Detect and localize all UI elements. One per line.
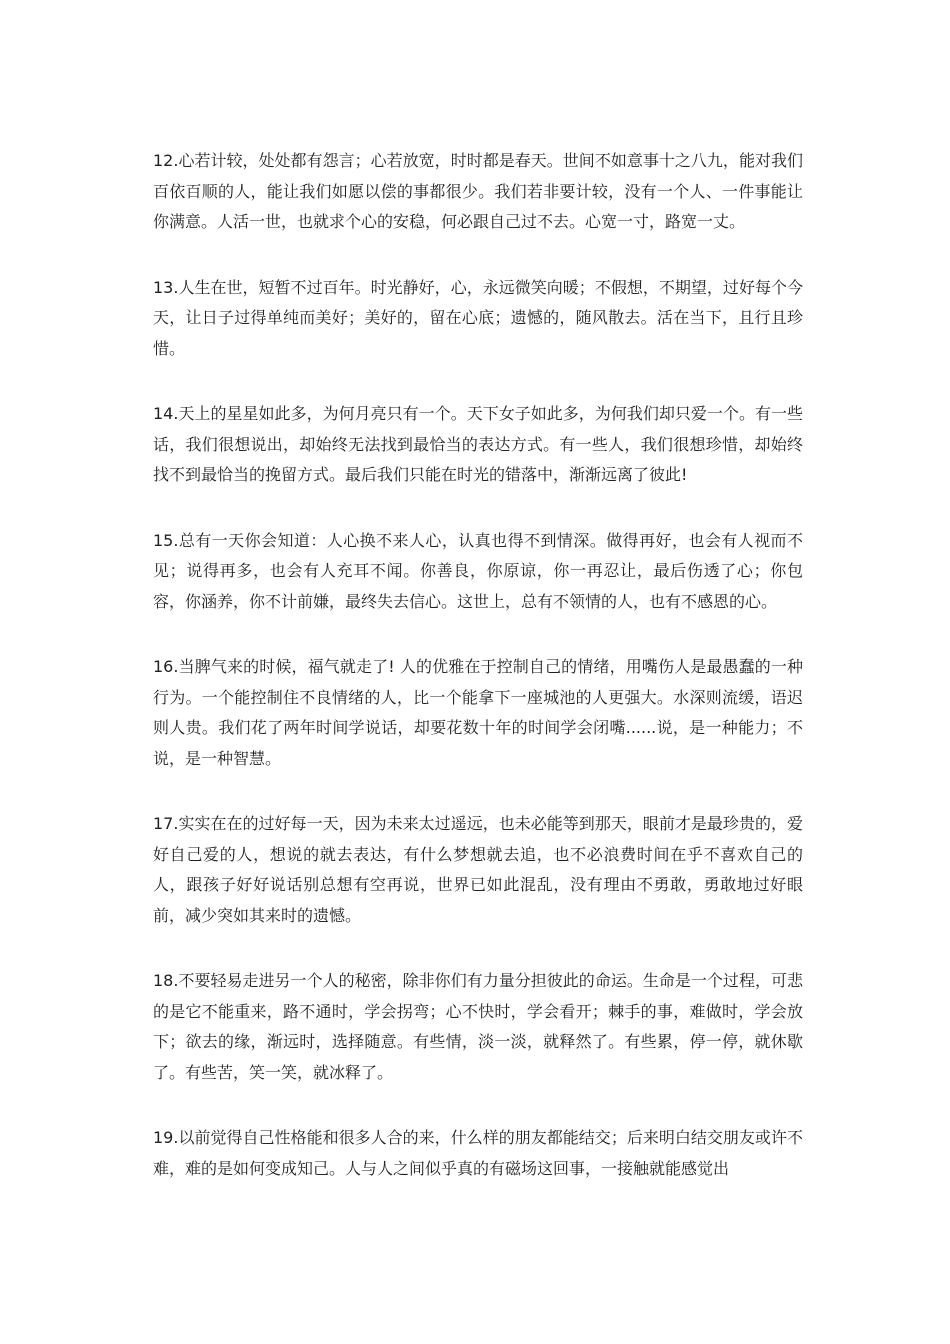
paragraph-16: 16.当脾气来的时候，福气就走了! 人的优雅在于控制自己的情绪，用嘴伤人是最愚蠢的一种行为。一个能控制住不良情绪的人，比一个能拿下一座城池的人更强大。水深则流缓，语迟则人贵。我们花了两年时间学说话，却要花数十年的时间学会闭嘴......说，是一种能力；不说，是一种智慧。: [153, 657, 803, 768]
paragraph-15: 15.总有一天你会知道：人心换不来人心，认真也得不到情深。做得再好，也会有人视而不见；说得再多，也会有人充耳不闻。你善良，你原谅，你一再忍让，最后伤透了心；你包容，你涵养，你不计前嫌，最终失去信心。这世上，总有不领情的人，也有不感恩的心。: [153, 530, 803, 611]
paragraph-13: 13.人生在世，短暂不过百年。时光静好，心，永远微笑向暖；不假想，不期望，过好每个今天，让日子过得单纯而美好；美好的，留在心底；遗憾的，随风散去。活在当下，且行且珍惜。: [153, 277, 803, 358]
paragraph-12: 12.心若计较，处处都有怨言；心若放宽，时时都是春天。世间不如意事十之八九，能对我们百依百顺的人，能让我们如愿以偿的事都很少。我们若非要计较，没有一个人、一件事能让你满意。人活一世，也就求个心的安稳，何必跟自己过不去。心宽一寸，路宽一丈。: [153, 151, 803, 231]
document-body: [153, 146, 803, 1219]
paragraph-18: 18.不要轻易走进另一个人的秘密，除非你们有力量分担彼此的命运。生命是一个过程，可悲的是它不能重来，路不通时，学会拐弯；心不快时，学会看开；棘手的事，难做时，学会放下；欲去的缘，渐远时，选择随意。有些情，淡一淡，就释然了。有些累，停一停，就休歇了。有些苦，笑一笑，就冰释了。: [153, 971, 803, 1082]
paragraph-14: 14.天上的星星如此多，为何月亮只有一个。天下女子如此多，为何我们却只爱一个。有一些话，我们很想说出，却始终无法找到最恰当的表达方式。有一些人，我们很想珍惜，却始终找不到最恰当的挽留方式。最后我们只能在时光的错落中，渐渐远离了彼此!: [153, 404, 803, 484]
paragraph-19: 19.以前觉得自己性格能和很多人合的来，什么样的朋友都能结交；后来明白结交朋友或许不难，难的是如何变成知己。人与人之间似乎真的有磁场这回事，一接触就能感觉出: [153, 1128, 803, 1178]
paragraph-17: 17.实实在在的过好每一天，因为未来太过遥远，也未必能等到那天，眼前才是最珍贵的，爱好自己爱的人，想说的就去表达，有什么梦想就去追，也不必浪费时间在乎不喜欢自己的人，跟孩子好好说话别总想有空再说，世界已如此混乱，没有理由不勇敢，勇敢地过好眼前，减少突如其来时的遗憾。: [153, 814, 803, 925]
